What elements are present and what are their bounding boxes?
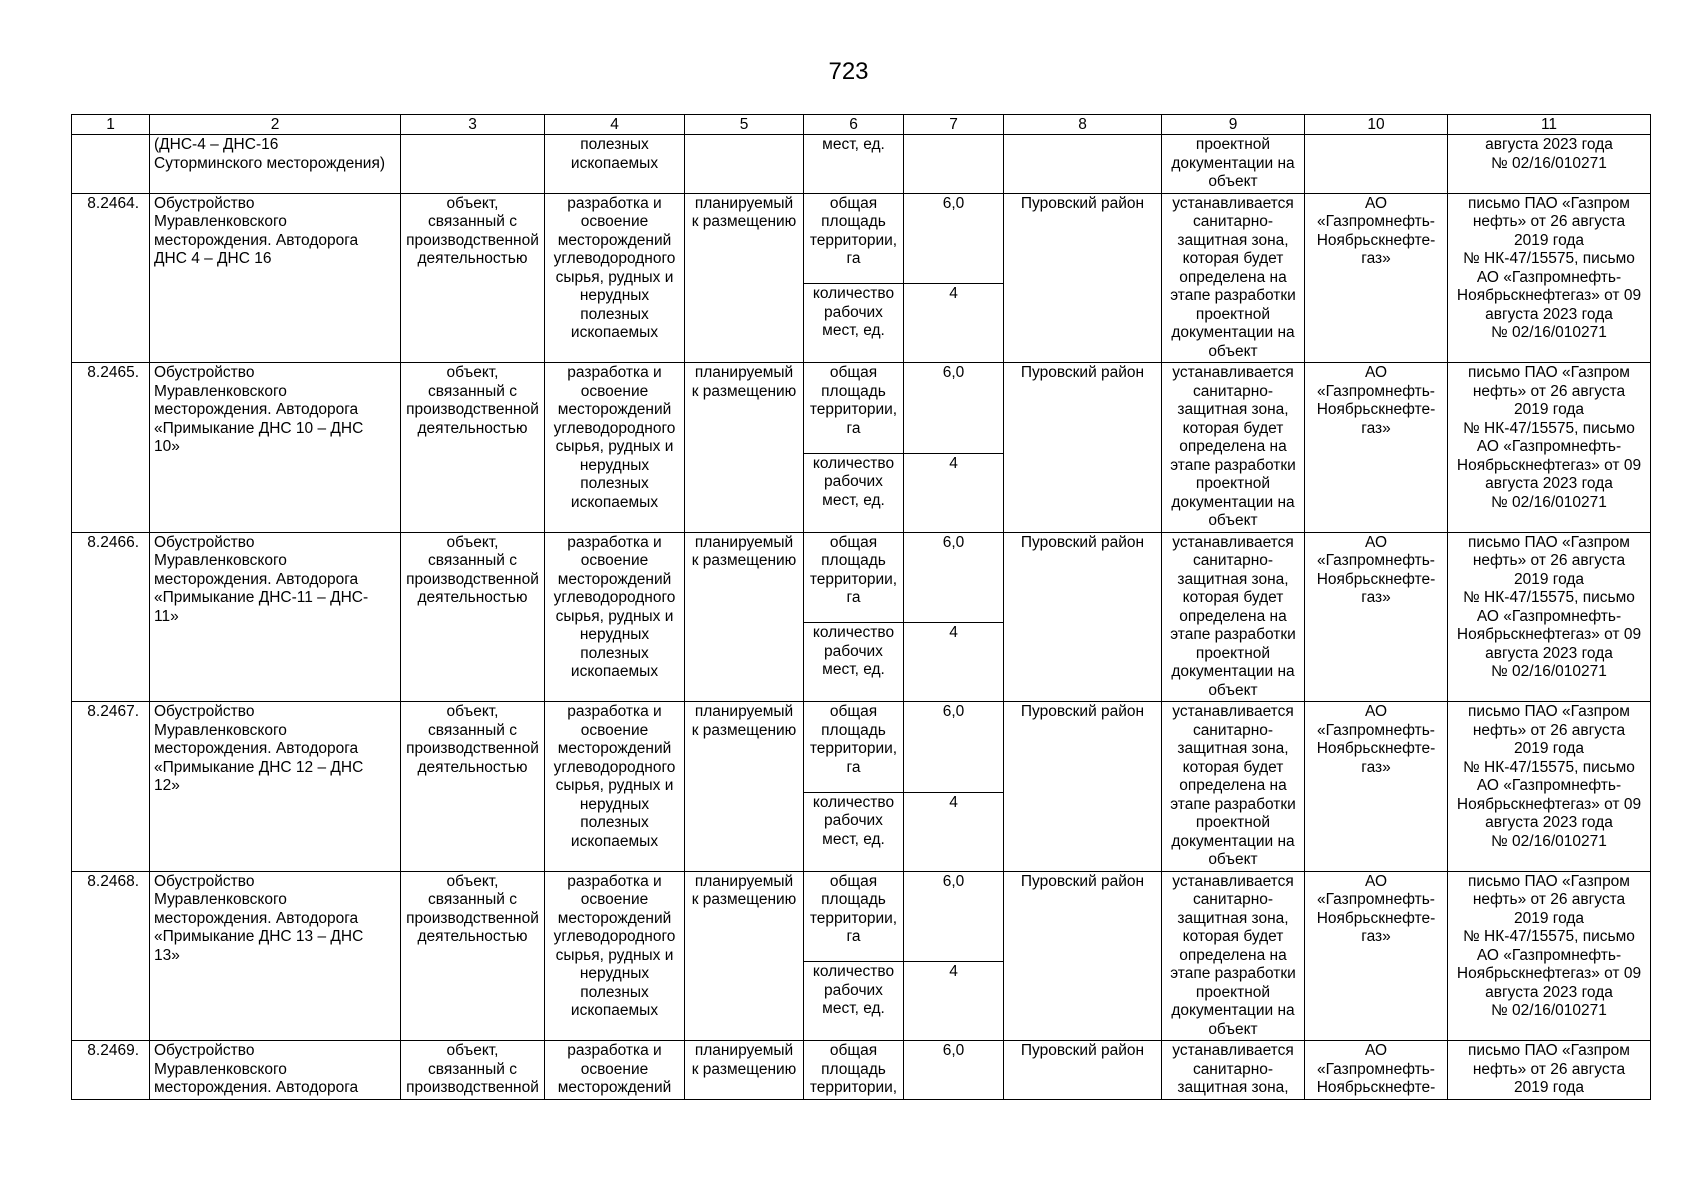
cell-indicator: общая площадь территории, га [804, 871, 904, 962]
cell-indicator: количество рабочих мест, ед. [804, 962, 904, 1041]
cell-value: 4 [904, 623, 1004, 702]
cell-indicator: общая площадь территории, га [804, 193, 904, 284]
cell-organization: АО «Газпромнефть- Ноябрьскнефте- газ» [1305, 363, 1448, 533]
cell-location: Пуровский район [1004, 532, 1162, 702]
cell-object-name: (ДНС-4 – ДНС-16 Суторминского месторождения) [150, 135, 401, 194]
cell-object-type: объект, связанный с производственной деятельностью [401, 193, 545, 363]
cell-organization: АО «Газпромнефть- Ноябрьскнефте- [1305, 1041, 1448, 1100]
cell-zone: устанавливается санитарно- защитная зона, которая будет определена на этапе разработки проектной документации на объект [1162, 532, 1305, 702]
cell-value: 4 [904, 792, 1004, 871]
cell-value: 4 [904, 453, 1004, 532]
cell-indicator: количество рабочих мест, ед. [804, 623, 904, 702]
cell-indicator: общая площадь территории, га [804, 363, 904, 454]
column-number-header: 7 [904, 115, 1004, 135]
cell-organization: АО «Газпромнефть- Ноябрьскнефте- газ» [1305, 871, 1448, 1041]
cell-activity: разработка и освоение месторождений [545, 1041, 685, 1100]
cell-object-type: объект, связанный с производственной деятельностью [401, 871, 545, 1041]
cell-organization: АО «Газпромнефть- Ноябрьскнефте- газ» [1305, 193, 1448, 363]
cell-location: Пуровский район [1004, 363, 1162, 533]
column-number-header: 8 [1004, 115, 1162, 135]
cell-object-name: Обустройство Муравленковского месторождения. Автодорога «Примыкание ДНС 12 – ДНС 12» [150, 702, 401, 872]
cell-object-name: Обустройство Муравленковского месторождения. Автодорога [150, 1041, 401, 1100]
column-number-header: 9 [1162, 115, 1305, 135]
cell-indicator: общая площадь территории, га [804, 702, 904, 793]
cell-source: письмо ПАО «Газпром нефть» от 26 августа 2019 года № НК-47/15575, письмо АО «Газпромнефть- Ноябрьскнефтегаз» от 09 августа 2023 года № 02/16/010271 [1448, 871, 1651, 1041]
table-row [72, 702, 1651, 793]
cell-indicator: количество рабочих мест, ед. [804, 453, 904, 532]
table-row [72, 363, 1651, 454]
cell-zone: устанавливается санитарно- защитная зона, которая будет определена на этапе разработки проектной документации на объект [1162, 193, 1305, 363]
cell-value: 4 [904, 962, 1004, 1041]
cell-source: августа 2023 года № 02/16/010271 [1448, 135, 1651, 194]
table-row [72, 193, 1651, 284]
column-number-header-row [72, 115, 1651, 135]
cell-status: планируемый к размещению [685, 702, 804, 872]
cell-number: 8.2464. [72, 193, 150, 363]
cell-zone: устанавливается санитарно- защитная зона, которая будет определена на этапе разработки проектной документации на объект [1162, 702, 1305, 872]
cell-source: письмо ПАО «Газпром нефть» от 26 августа 2019 года № НК-47/15575, письмо АО «Газпромнефть- Ноябрьскнефтегаз» от 09 августа 2023 года № 02/16/010271 [1448, 702, 1651, 872]
cell-activity: разработка и освоение месторождений углеводородного сырья, рудных и нерудных полезных ископаемых [545, 363, 685, 533]
cell-source: письмо ПАО «Газпром нефть» от 26 августа 2019 года № НК-47/15575, письмо АО «Газпромнефть- Ноябрьскнефтегаз» от 09 августа 2023 года № 02/16/010271 [1448, 363, 1651, 533]
cell-number: 8.2468. [72, 871, 150, 1041]
cell-value: 6,0 [904, 1041, 1004, 1100]
cell-status [685, 135, 804, 194]
cell-source: письмо ПАО «Газпром нефть» от 26 августа 2019 года № НК-47/15575, письмо АО «Газпромнефть- Ноябрьскнефтегаз» от 09 августа 2023 года № 02/16/010271 [1448, 193, 1651, 363]
cell-activity: полезных ископаемых [545, 135, 685, 194]
cell-object-type [401, 135, 545, 194]
cell-object-name: Обустройство Муравленковского месторождения. Автодорога «Примыкание ДНС-11 – ДНС- 11» [150, 532, 401, 702]
cell-organization [1305, 135, 1448, 194]
cell-location: Пуровский район [1004, 193, 1162, 363]
cell-source: письмо ПАО «Газпром нефть» от 26 августа 2019 года № НК-47/15575, письмо АО «Газпромнефть- Ноябрьскнефтегаз» от 09 августа 2023 года № 02/16/010271 [1448, 532, 1651, 702]
cell-value: 6,0 [904, 363, 1004, 454]
cell-zone: устанавливается санитарно- защитная зона, [1162, 1041, 1305, 1100]
registry-table [71, 114, 1651, 1100]
cell-status: планируемый к размещению [685, 1041, 804, 1100]
cell-activity: разработка и освоение месторождений углеводородного сырья, рудных и нерудных полезных ископаемых [545, 532, 685, 702]
cell-indicator: количество рабочих мест, ед. [804, 792, 904, 871]
continuation-row [72, 135, 1651, 194]
cell-location [1004, 135, 1162, 194]
cell-number: 8.2467. [72, 702, 150, 872]
cell-object-type: объект, связанный с производственной деятельностью [401, 702, 545, 872]
table-row [72, 1041, 1651, 1100]
cell-value: 6,0 [904, 702, 1004, 793]
cell-zone: устанавливается санитарно- защитная зона, которая будет определена на этапе разработки проектной документации на объект [1162, 871, 1305, 1041]
cell-status: планируемый к размещению [685, 363, 804, 533]
cell-object-type: объект, связанный с производственной [401, 1041, 545, 1100]
cell-status: планируемый к размещению [685, 532, 804, 702]
cell-object-name: Обустройство Муравленковского месторождения. Автодорога «Примыкание ДНС 10 – ДНС 10» [150, 363, 401, 533]
cell-number: 8.2469. [72, 1041, 150, 1100]
cell-indicator: мест, ед. [804, 135, 904, 194]
cell-location: Пуровский район [1004, 702, 1162, 872]
cell-number [72, 135, 150, 194]
cell-value: 6,0 [904, 871, 1004, 962]
cell-value [904, 135, 1004, 194]
column-number-header: 1 [72, 115, 150, 135]
cell-location: Пуровский район [1004, 1041, 1162, 1100]
column-number-header: 4 [545, 115, 685, 135]
column-number-header: 3 [401, 115, 545, 135]
cell-value: 4 [904, 284, 1004, 363]
cell-organization: АО «Газпромнефть- Ноябрьскнефте- газ» [1305, 702, 1448, 872]
cell-object-name: Обустройство Муравленковского месторождения. Автодорога ДНС 4 – ДНС 16 [150, 193, 401, 363]
cell-location: Пуровский район [1004, 871, 1162, 1041]
column-number-header: 6 [804, 115, 904, 135]
cell-status: планируемый к размещению [685, 193, 804, 363]
cell-number: 8.2466. [72, 532, 150, 702]
table-row [72, 532, 1651, 623]
cell-value: 6,0 [904, 193, 1004, 284]
cell-object-name: Обустройство Муравленковского месторождения. Автодорога «Примыкание ДНС 13 – ДНС 13» [150, 871, 401, 1041]
column-number-header: 2 [150, 115, 401, 135]
column-number-header: 5 [685, 115, 804, 135]
cell-number: 8.2465. [72, 363, 150, 533]
cell-source: письмо ПАО «Газпром нефть» от 26 августа 2019 года [1448, 1041, 1651, 1100]
cell-zone: проектной документации на объект [1162, 135, 1305, 194]
cell-activity: разработка и освоение месторождений углеводородного сырья, рудных и нерудных полезных ископаемых [545, 871, 685, 1041]
cell-value: 6,0 [904, 532, 1004, 623]
cell-activity: разработка и освоение месторождений углеводородного сырья, рудных и нерудных полезных ископаемых [545, 193, 685, 363]
cell-object-type: объект, связанный с производственной деятельностью [401, 532, 545, 702]
page-number: 723 [828, 58, 869, 85]
cell-zone: устанавливается санитарно- защитная зона, которая будет определена на этапе разработки проектной документации на объект [1162, 363, 1305, 533]
cell-status: планируемый к размещению [685, 871, 804, 1041]
cell-activity: разработка и освоение месторождений углеводородного сырья, рудных и нерудных полезных ископаемых [545, 702, 685, 872]
cell-indicator: общая площадь территории, [804, 1041, 904, 1100]
column-number-header: 11 [1448, 115, 1651, 135]
cell-indicator: общая площадь территории, га [804, 532, 904, 623]
column-number-header: 10 [1305, 115, 1448, 135]
cell-indicator: количество рабочих мест, ед. [804, 284, 904, 363]
table-row [72, 871, 1651, 962]
cell-organization: АО «Газпромнефть- Ноябрьскнефте- газ» [1305, 532, 1448, 702]
cell-object-type: объект, связанный с производственной деятельностью [401, 363, 545, 533]
